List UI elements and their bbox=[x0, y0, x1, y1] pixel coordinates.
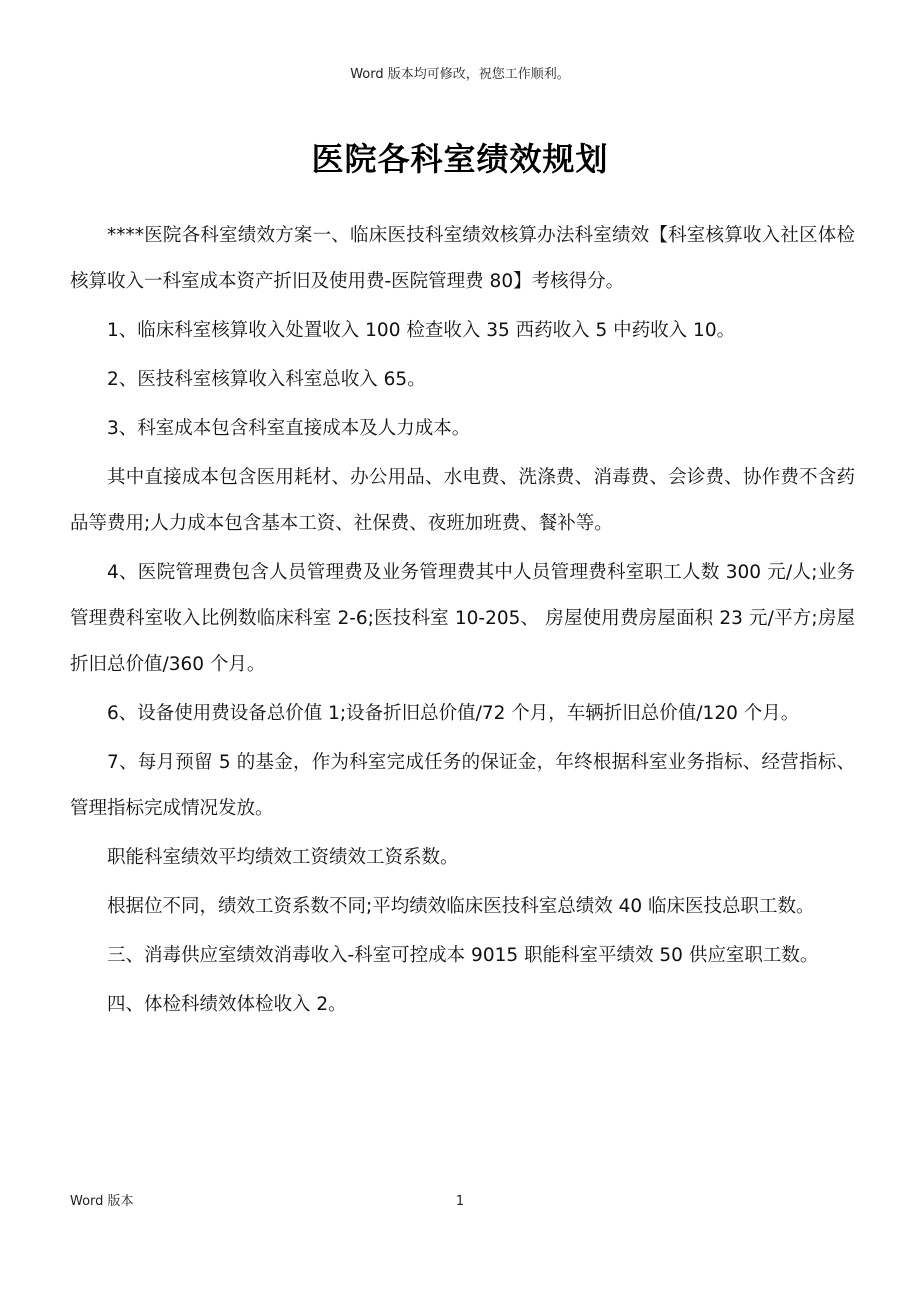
paragraph: 三、消毒供应室绩效消毒收入-科室可控成本 9015 职能科室平绩效 50 供应室职工数。 bbox=[107, 945, 819, 966]
paragraph: 7、每月预留 5 的基金，作为科室完成任务的保证金，年终根据科室业务指标、经营指标、管理指标完成情况发放。 bbox=[70, 752, 855, 819]
paragraph: 1、临床科室核算收入处置收入 100 检查收入 35 西药收入 5 中药收入 10。 bbox=[107, 320, 736, 341]
page-header: Word 版本均可修改，祝您工作顺利。 bbox=[350, 67, 570, 82]
paragraph: 6、设备使用费设备总价值 1;设备折旧总价值/72 个月，车辆折旧总价值/120 个月。 bbox=[107, 703, 800, 724]
paragraph: 其中直接成本包含医用耗材、办公用品、水电费、洗涤费、消毒费、会诊费、协作费不含药品等费用;人力成本包含基本工资、社保费、夜班加班费、餐补等。 bbox=[70, 467, 855, 534]
paragraph: 4、医院管理费包含人员管理费及业务管理费其中人员管理费科室职工人数 300 元/人;业务管理费科室收入比例数临床科室 2-6;医技科室 10-205、 房屋使用费房屋面积 23 元/平方;房屋折旧总价值/360 个月。 bbox=[70, 562, 855, 675]
paragraph: 根据位不同，绩效工资系数不同;平均绩效临床医技科室总绩效 40 临床医技总职工数。 bbox=[107, 896, 815, 917]
document-body bbox=[70, 213, 855, 1031]
paragraph: 职能科室绩效平均绩效工资绩效工资系数。 bbox=[107, 847, 459, 868]
footer-label: Word 版本 bbox=[70, 1194, 134, 1209]
paragraph: 3、科室成本包含科室直接成本及人力成本。 bbox=[107, 418, 471, 439]
paragraph: 2、医技科室核算收入科室总收入 65。 bbox=[107, 369, 426, 390]
document-title: 医院各科室绩效规划 bbox=[311, 140, 609, 178]
paragraph: ****医院各科室绩效方案一、临床医技科室绩效核算办法科室绩效【科室核算收入社区体检核算收入一科室成本资产折旧及使用费-医院管理费 80】考核得分。 bbox=[70, 225, 855, 292]
paragraph: 四、体检科绩效体检收入 2。 bbox=[107, 994, 347, 1015]
page-number: 1 bbox=[455, 1194, 465, 1209]
